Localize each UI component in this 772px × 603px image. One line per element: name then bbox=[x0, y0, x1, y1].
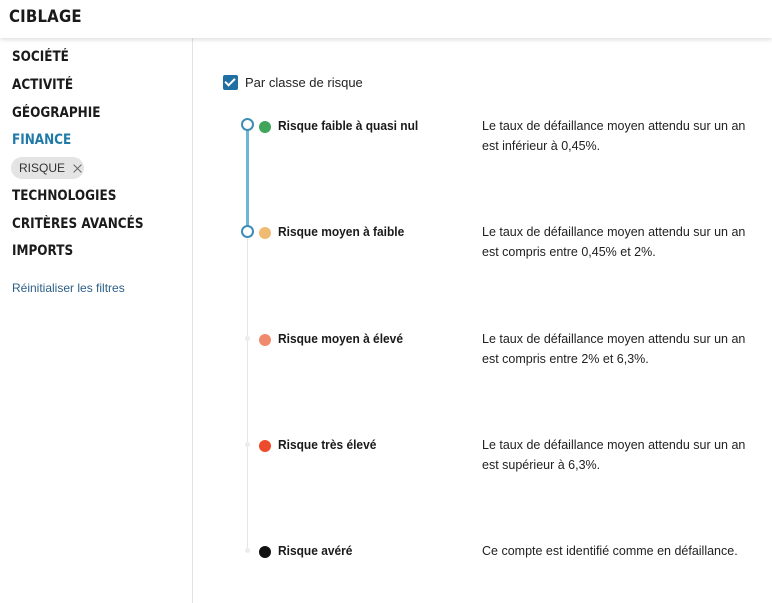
risk-class-description: Le taux de défaillance moyen attendu sur un an est compris entre 2% et 6,3%. bbox=[482, 332, 746, 366]
risk-class-row bbox=[259, 118, 759, 168]
risk-class-row bbox=[259, 331, 759, 381]
sidebar-item-technologies[interactable]: TECHNOLOGIES bbox=[12, 188, 117, 204]
risk-class-name: Risque moyen à faible bbox=[278, 224, 405, 239]
risk-class-name: Risque faible à quasi nul bbox=[278, 118, 419, 133]
slider-tick-5[interactable] bbox=[245, 548, 250, 553]
risk-class-name: Risque avéré bbox=[278, 543, 353, 558]
sidebar-item-activite[interactable]: ACTIVITÉ bbox=[12, 77, 74, 93]
status-dot-icon bbox=[259, 546, 271, 558]
risk-class-row bbox=[259, 224, 759, 274]
status-dot-icon bbox=[259, 440, 271, 452]
risk-class-name: Risque très élevé bbox=[278, 437, 377, 452]
sidebar-item-criteres-avances[interactable]: CRITÈRES AVANCÉS bbox=[12, 216, 144, 232]
risk-class-checkbox-row[interactable] bbox=[223, 75, 363, 90]
sidebar-item-imports[interactable]: IMPORTS bbox=[12, 243, 74, 259]
risk-class-description: Le taux de défaillance moyen attendu sur un an est inférieur à 0,45%. bbox=[482, 119, 746, 153]
sidebar-item-finance[interactable]: FINANCE bbox=[12, 132, 72, 148]
risk-class-description: Le taux de défaillance moyen attendu sur un an est compris entre 0,45% et 2%. bbox=[482, 225, 746, 259]
risk-class-row bbox=[259, 437, 759, 487]
risk-class-name: Risque moyen à élevé bbox=[278, 331, 403, 346]
slider-handle-end[interactable] bbox=[241, 225, 254, 238]
slider-tick-3[interactable] bbox=[245, 336, 250, 341]
status-dot-icon bbox=[259, 121, 271, 133]
slider-handle-start[interactable] bbox=[241, 118, 254, 131]
risk-class-checkbox[interactable] bbox=[223, 75, 238, 90]
page-title: CIBLAGE bbox=[9, 7, 82, 27]
filter-chip-label: RISQUE bbox=[19, 161, 66, 175]
status-dot-icon bbox=[259, 227, 271, 239]
risk-class-description: Ce compte est identifié comme en défaillance. bbox=[482, 544, 738, 558]
status-dot-icon bbox=[259, 334, 271, 346]
risk-slider-selected-range bbox=[246, 125, 249, 231]
sidebar bbox=[0, 38, 193, 603]
close-icon[interactable] bbox=[73, 164, 82, 173]
top-header bbox=[0, 0, 772, 38]
filter-chip-risque[interactable] bbox=[11, 157, 84, 179]
sidebar-item-geographie[interactable]: GÉOGRAPHIE bbox=[12, 105, 101, 121]
sidebar-item-societe[interactable]: SOCIÉTÉ bbox=[12, 49, 69, 65]
risk-class-description: Le taux de défaillance moyen attendu sur un an est supérieur à 6,3%. bbox=[482, 438, 746, 472]
reset-filters-link[interactable]: Réinitialiser les filtres bbox=[12, 281, 125, 295]
risk-class-checkbox-label: Par classe de risque bbox=[245, 75, 363, 90]
main-panel bbox=[194, 38, 772, 603]
risk-class-row bbox=[259, 543, 759, 593]
slider-tick-4[interactable] bbox=[245, 442, 250, 447]
